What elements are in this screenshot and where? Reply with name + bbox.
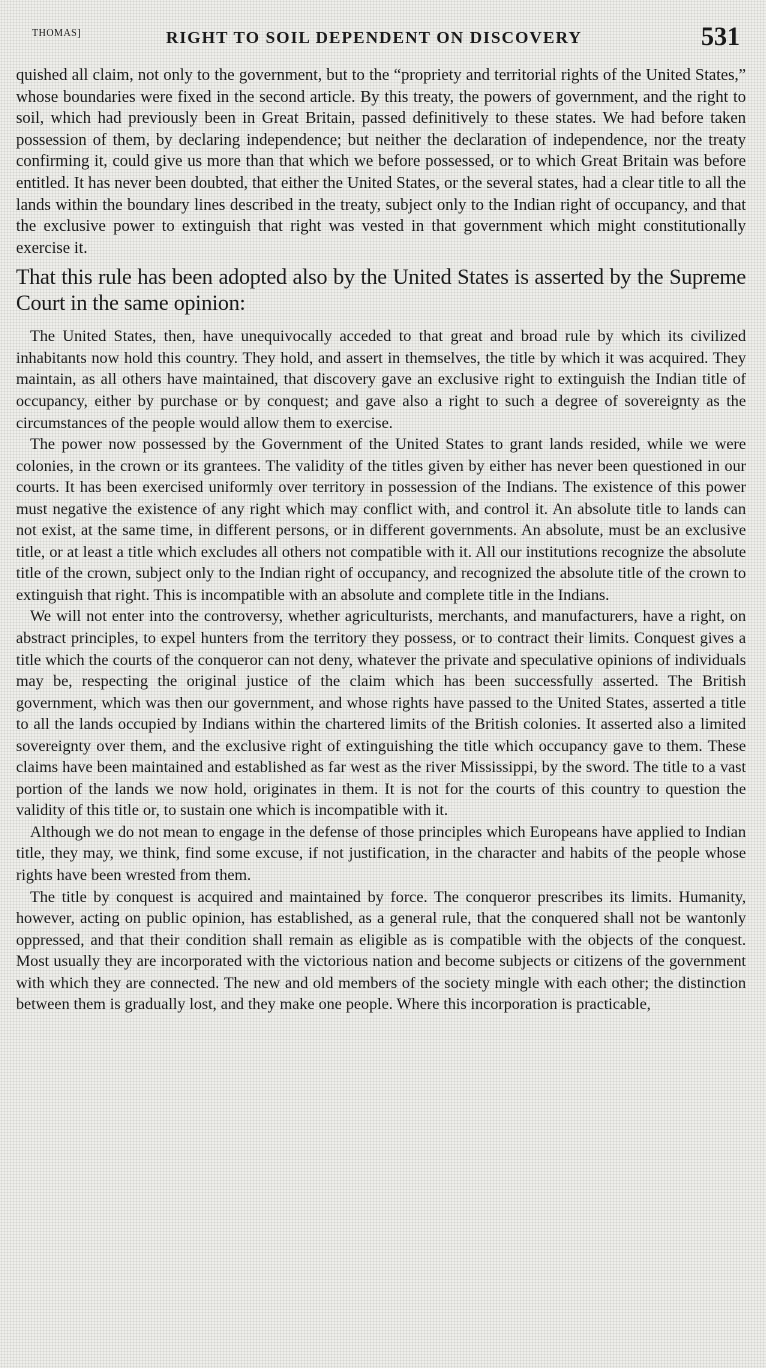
block-quotation xyxy=(16,326,746,1016)
quote-paragraph: The power now possessed by the Government of the United States to grant lands resided, while we were colonies, in the crown or its grantees. The validity of the titles given by either has never been questioned in our courts. It has been exercised uniformly over territory in possession of the Indians. The existence of this power must negative the existence of any right which may conflict with, and control it. An absolute title to lands can not exist, at the same time, in different persons, or in different governments. An absolute, must be an exclusive title, or at least a title which excludes all others not compatible with it. All our institutions recognize the absolute title of the crown, subject only to the Indian right of occupancy, and recognized the absolute title of the crown to extinguish that right. This is incompatible with an absolute and complete title in the Indians. xyxy=(16,436,746,604)
quote-paragraph: The title by conquest is acquired and maintained by force. The conqueror prescribes its limits. Humanity, however, acting on public opinion, has established, as a general rule, that the conquered shall not be wantonly oppressed, and that their condition shall remain as eligible as is compatible with the objects of the conquest. Most usually they are incorporated with the victorious nation and become subjects or citizens of the government with which they are connected. The new and old members of the society mingle with each other; the distinction between them is gradually lost, and they make one people. Where this incorporation is practicable, xyxy=(16,888,746,1014)
body-paragraph: quished all claim, not only to the government, but to the “propriety and territorial rights of the United States,” whose boundaries were fixed in the second article. By this treaty, the powers of government, and the right to soil, which had previously been in Great Britain, passed definitively to these states. We had before taken possession of them, by declaring independence; but neither the declaration of independence, nor the treaty confirming it, could give us more than that which we before possessed, or to which Great Britain was before entitled. It has never been doubted, that either the United States, or the several states, had a clear title to all the lands within the boundary lines described in the treaty, subject only to the Indian right of occupancy, and that the exclusive power to extinguish that right was vested in that government which might constitutionally exercise it. xyxy=(16,65,746,257)
running-head-author: THOMAS] xyxy=(32,28,82,39)
quote-paragraph: The United States, then, have unequivocally acceded to that great and broad rule by which its civilized inhabitants now hold this country. They hold, and assert in themselves, the title by which it was acquired. They maintain, as all others have maintained, that discovery gave an exclusive right to extinguish the Indian title of occupancy, either by purchase or by conquest; and gave also a right to such a degree of sovereignty as the circumstances of the people would allow them to exercise. xyxy=(16,328,746,432)
running-head xyxy=(16,22,746,64)
running-head-title: RIGHT TO SOIL DEPENDENT ON DISCOVERY xyxy=(166,28,582,47)
quote-introduction: That this rule has been adopted also by the United States is asserted by the Supreme Court in the same opinion: xyxy=(16,264,746,316)
quote-paragraph: Although we do not mean to engage in the defense of those principles which Europeans have applied to Indian title, they may, we think, find some excuse, if not justification, in the character and habits of the people whose rights have been wrested from them. xyxy=(16,823,746,885)
page-number: 531 xyxy=(701,22,740,51)
quote-paragraph: We will not enter into the controversy, whether agriculturists, merchants, and manufacturers, have a right, on abstract principles, to expel hunters from the territory they possess, or to contract their limits. Conquest gives a title which the courts of the conqueror can not deny, whatever the private and speculative opinions of individuals may be, respecting the original justice of the claim which has been successfully asserted. The British government, which was then our government, and whose rights have passed to the United States, asserted a title to all the lands occupied by Indians within the chartered limits of the British colonies. It asserted also a limited sovereignty over them, and the exclusive right of extinguishing the title which occupancy gave to them. These claims have been maintained and established as far west as the river Mississippi, by the sword. The title to a vast portion of the lands we now hold, originates in them. It is not for the courts of this country to question the validity of this title or, to sustain one which is incompatible with it. xyxy=(16,608,746,820)
